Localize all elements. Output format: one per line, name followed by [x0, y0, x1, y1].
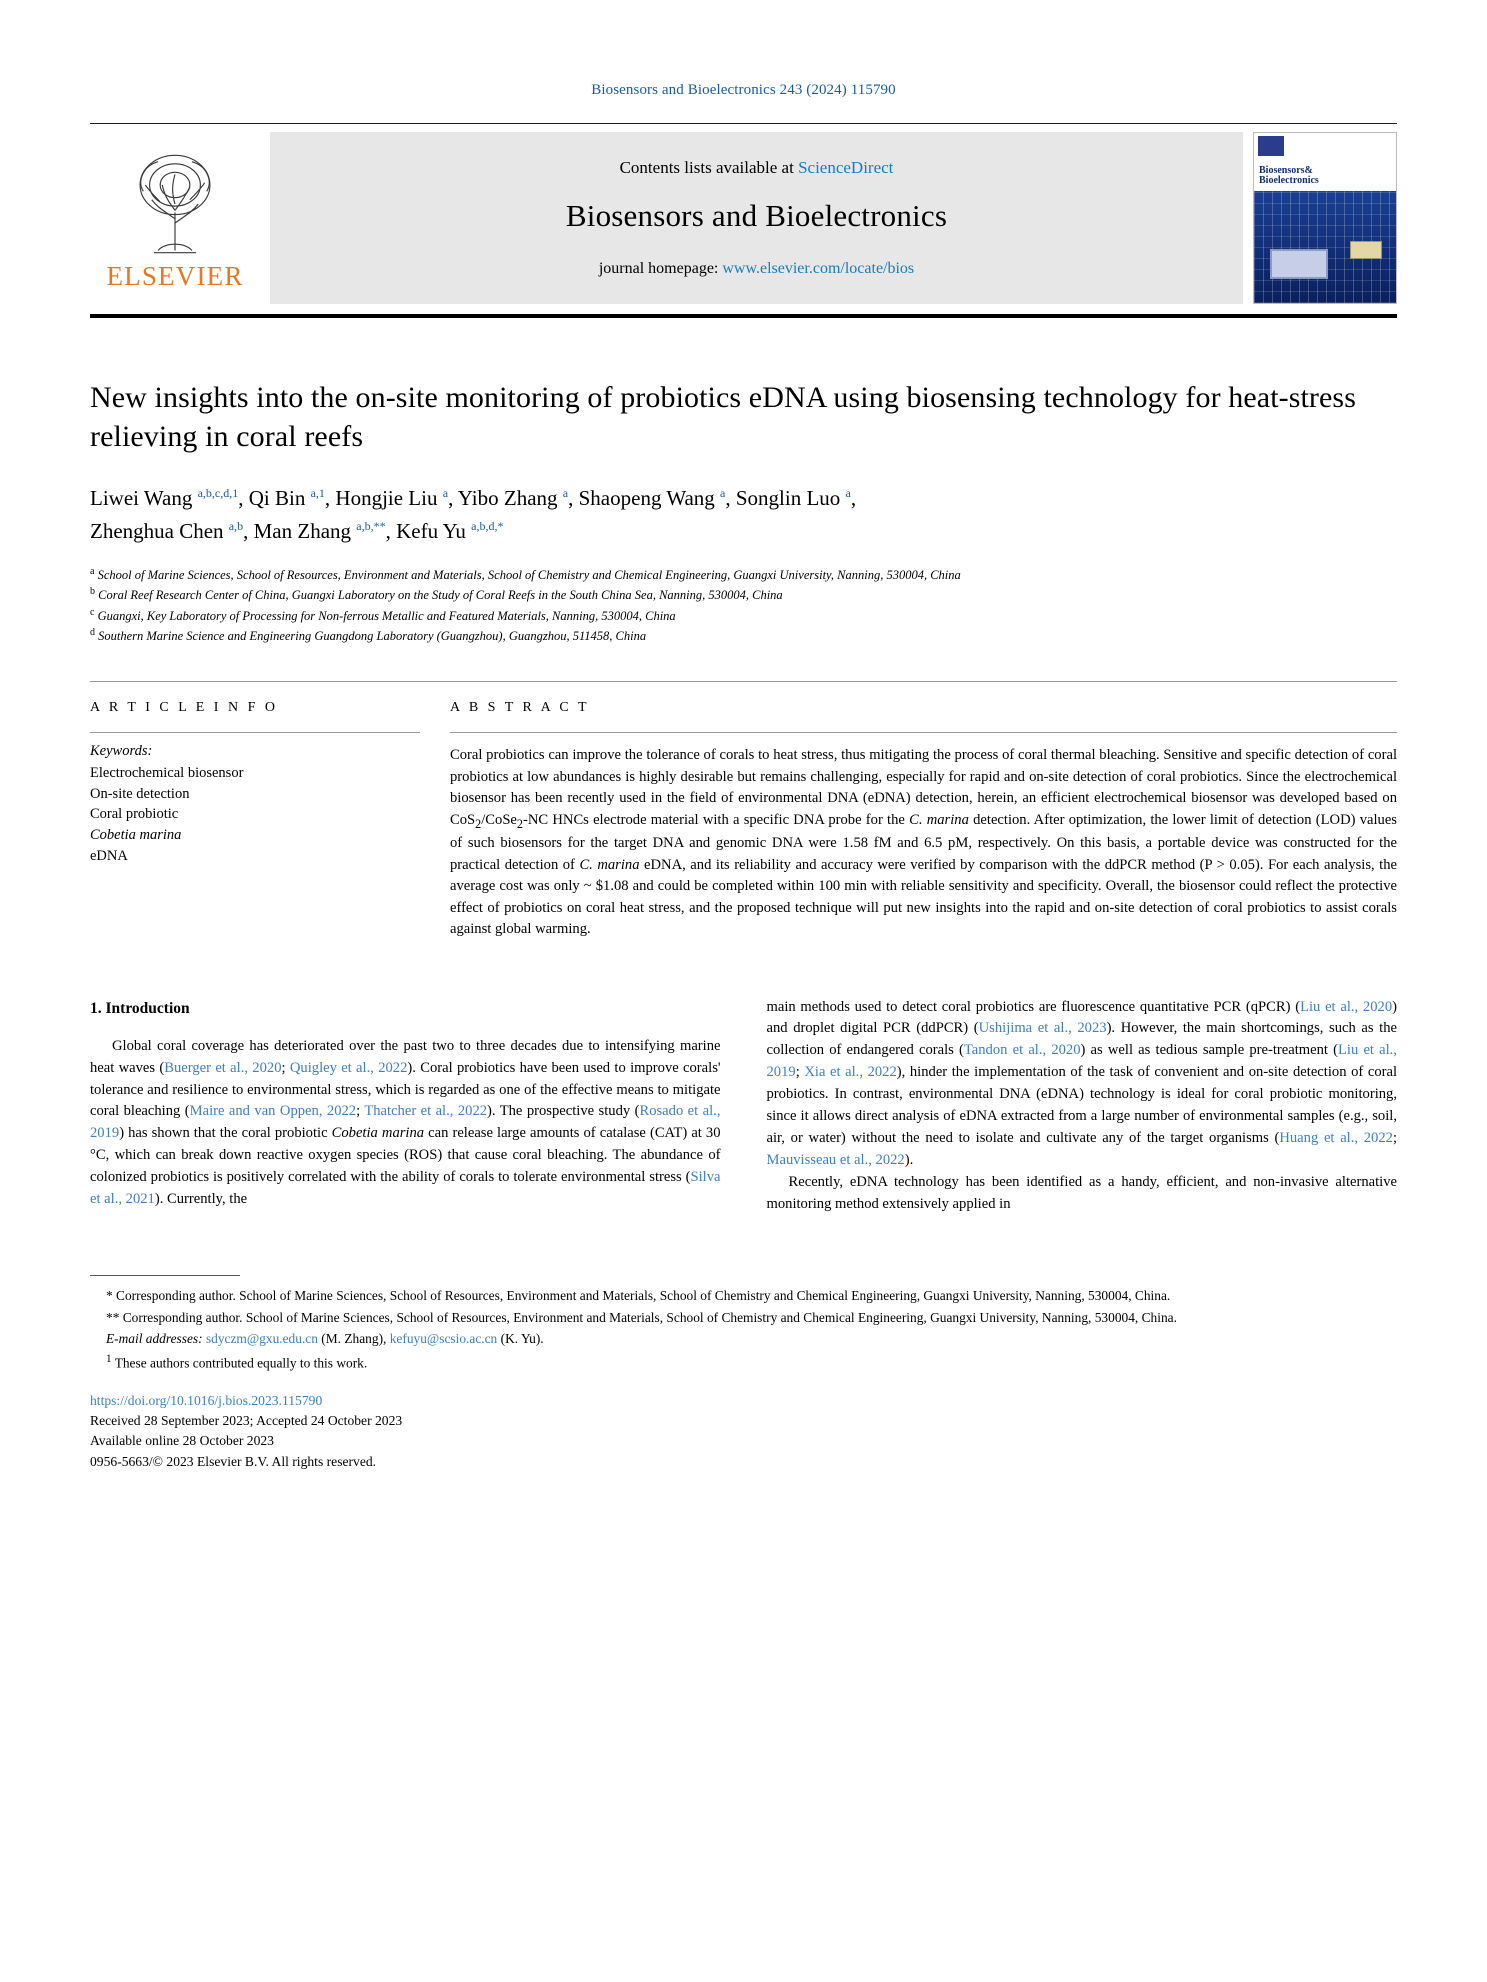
body-columns: [90, 997, 1397, 1216]
keyword-item: On-site detection: [90, 785, 190, 802]
journal-title: Biosensors and Bioelectronics: [565, 198, 948, 233]
affiliation-text: Guangxi, Key Laboratory of Processing for Non-ferrous Metallic and Featured Materials, Nanning, 530004, China: [97, 608, 676, 623]
affiliation-marker: c: [90, 606, 95, 618]
doi-link-row: [90, 1391, 1389, 1411]
author-name: Shaopeng Wang: [578, 486, 715, 510]
affiliation-list: [90, 565, 1397, 645]
doi-link[interactable]: https://doi.org/10.1016/j.bios.2023.115790: [90, 1392, 323, 1408]
author-name: Yibo Zhang: [457, 486, 558, 510]
keyword-item: eDNA: [90, 847, 128, 864]
elsevier-tree-icon: [121, 149, 229, 259]
footnotes-text: [90, 1286, 1389, 1372]
author-name: Hongjie Liu: [335, 486, 438, 510]
homepage-prefix: journal homepage:: [598, 260, 723, 277]
article-info-heading: A R T I C L E I N F O: [90, 700, 278, 716]
author-affil-marker: a,b,c,d,1: [197, 486, 239, 500]
elsevier-logo: [90, 124, 260, 314]
author-affil-marker: a: [720, 486, 726, 500]
email-link-1[interactable]: sdyczm@gxu.edu.cn: [205, 1331, 318, 1347]
abstract-column: [450, 700, 1397, 940]
abstract-text: Coral probiotics can improve the tolerance of corals to heat stress, thus mitigating the process of coral thermal bleaching. Sensitive and specific detection of coral probiotics at low abundances is highly desirable but remains challenging, especially for rapid and on-site detection of coral probiotics. Since the electrochemical biosensor has been recently used in the field of environmental DNA (eDNA) detection, herein, an efficient electrochemical biosensor was developed based on CoS$_2$/CoSe$_2$-NC HNCs electrode material with a specific DNA probe for the C. marina detection. After optimization, the lower limit of detection (LOD) values of such biosensors for the target DNA and genomic DNA were 1.58 fM and 6.5 pM, respectively. On this basis, a portable device was constructed for the practical detection of C. marina eDNA, and its reliability and accuracy were verified by comparison with the ddPCR method (P > 0.05). For each analysis, the average cost was only ~ $1.08 and could be completed within 100 min with reliable sensitivity and specificity. Overall, the biosensor could reflect the protective effect of probiotics on coral heat stress, and the proposed technique will put new insights into the rapid and on-site detection of coral probiotics to assist corals against global warming.: [450, 747, 1398, 938]
article-info-column: [90, 700, 450, 940]
affiliation-text: Coral Reef Research Center of China, Guangxi Laboratory on the Study of Coral Reefs in the South China Sea, Nanning, 530004, China: [98, 588, 783, 603]
keyword-item: Cobetia marina: [90, 826, 182, 843]
received-line: Received 28 September 2023; Accepted 24 October 2023: [90, 1413, 403, 1429]
email-addresses: [90, 1329, 1389, 1348]
keyword-item: Coral probiotic: [90, 806, 179, 823]
divider: [90, 732, 420, 733]
email-owner-1: (M. Zhang),: [321, 1331, 387, 1347]
author-name: Qi Bin: [248, 486, 306, 510]
cover-chip-secondary-icon: [1350, 241, 1382, 259]
section-heading: [90, 997, 721, 1020]
author-name: Kefu Yu: [396, 518, 466, 543]
cover-badge-icon: [1258, 136, 1284, 156]
email-link-2[interactable]: kefuyu@scsio.ac.cn: [389, 1331, 498, 1347]
email-label: E-mail addresses:: [106, 1331, 203, 1347]
author-affil-marker: a,b,**: [356, 518, 386, 533]
cover-circuit-art: [1254, 191, 1396, 303]
affiliation-marker: b: [90, 586, 95, 598]
keywords-label: Keywords:: [90, 743, 153, 760]
author-name: Liwei Wang: [90, 486, 193, 510]
journal-homepage-link[interactable]: www.elsevier.com/locate/bios: [722, 260, 915, 277]
paragraph: main methods used to detect coral probiotics are fluorescence quantitative PCR (qPCR) (Liu et al., 2020) and droplet digital PCR (ddPCR) (Ushijima et al., 2023). However, the main shortcomings, such as the collection of endangered corals (Tandon et al., 2020) as well as tedious sample pre-treatment (Liu et al., 2019; Xia et al., 2022), hinder the implementation of the task of convenient and on-site detection of coral probiotics. In contrast, environmental DNA (eDNA) technology is ideal for coral probiotic monitoring, since it allows direct analysis of eDNA extracted from a large number of environmental samples (e.g., soil, air, or water) without the need to isolate and cultivate any of the target organisms (Huang et al., 2022; Mauvisseau et al., 2022).: [766, 998, 1398, 1168]
affiliation-item: [90, 565, 1397, 584]
footnotes-block: [90, 1275, 1177, 1472]
author-affil-marker: a,b,d,*: [471, 518, 504, 533]
cover-chip-icon: [1270, 249, 1328, 279]
paragraph: Global coral coverage has deteriorated over the past two to three decades due to intensifying marine heat waves (Buerger et al., 2020; Quigley et al., 2022). Coral probiotics have been used to improve corals' tolerance and resilience to environmental stress, which is regarded as one of the effective means to mitigate coral bleaching (Maire and van Oppen, 2022; Thatcher et al., 2022). The prospective study (Rosado et al., 2019) has shown that the coral probiotic Cobetia marina can release large amounts of catalase (CAT) at 30 °C, which can break down reactive oxygen species (ROS) that cause coral bleaching. The abundance of colonized probiotics is positively correlated with the ability of corals to tolerate environmental stress (Silva et al., 2021). Currently, the: [90, 1037, 721, 1207]
section-number: 1.: [90, 999, 102, 1017]
author-affil-marker: a: [845, 486, 851, 500]
footnote-divider: [90, 1275, 240, 1276]
divider: [450, 732, 1397, 733]
author-name: Man Zhang: [253, 518, 352, 543]
doi-block: [90, 1391, 1389, 1473]
body-column-left: [90, 997, 721, 1216]
section-title: Introduction: [105, 999, 190, 1017]
email-owner-2: (K. Yu).: [500, 1331, 544, 1347]
abstract-heading: A B S T R A C T: [450, 700, 590, 716]
author-affil-marker: a: [442, 486, 449, 500]
journal-cover-thumbnail: [1253, 132, 1397, 304]
cover-top: [1254, 133, 1396, 191]
equal-contribution-marker: 1: [106, 1352, 112, 1365]
corresponding-author-note-2: ** Corresponding author. School of Marine Sciences, School of Resources, Environment and Materials, School of Chemistry and Chemical Engineering, Guangxi University, Nanning, 530004, China.: [106, 1309, 1177, 1325]
homepage-line: [599, 260, 914, 278]
equal-contribution-text: These authors contributed equally to this work.: [114, 1355, 368, 1371]
author-name: Zhenghua Chen: [90, 518, 224, 543]
affiliation-marker: a: [90, 566, 95, 578]
affiliation-item: [90, 585, 1397, 604]
author-affil-marker: a,b: [228, 518, 244, 533]
masthead-center: [270, 132, 1243, 304]
author-list: Liwei Wang $^{a,b,c,d,1}$, Qi Bin $^{a,1}$, Hongjie Liu $^a$, Yibo Zhang $^a$, Shaopeng Wang $^a$, Songlin Luo $^a$, Zhenghua Chen $^{a,b}$, Man Zhang $^{a,b,**}$, Kefu Yu $^{a,b,d,*}$: [90, 486, 857, 543]
affiliation-item: [90, 626, 1397, 645]
copyright-line: 0956-5663/© 2023 Elsevier B.V. All rights reserved.: [90, 1453, 377, 1469]
author-name: Songlin Luo: [735, 486, 841, 510]
body-column-right: [767, 997, 1398, 1216]
sciencedirect-link[interactable]: ScienceDirect: [798, 158, 894, 177]
elsevier-wordmark: ELSEVIER: [106, 260, 244, 291]
contents-line: [620, 158, 894, 178]
info-abstract-block: [90, 681, 1397, 940]
affiliation-text: School of Marine Sciences, School of Resources, Environment and Materials, School of Chemistry and Chemical Engineering, Guangxi University, Nanning, 530004, China: [97, 568, 961, 583]
journal-masthead: [90, 123, 1397, 318]
available-online-line: Available online 28 October 2023: [90, 1433, 274, 1449]
keyword-item: Electrochemical biosensor: [90, 765, 244, 782]
running-head: Biosensors and Bioelectronics 243 (2024) 115790: [591, 82, 896, 98]
page-title: New insights into the on-site monitoring of probiotics eDNA using biosensing technology for heat-stress relieving in coral reefs: [90, 381, 1356, 453]
cover-journal-name: Biosensors& Bioelectronics: [1259, 164, 1319, 187]
contents-prefix: Contents lists available at: [619, 158, 799, 177]
paragraph: Recently, eDNA technology has been identified as a handy, efficient, and non-invasive alternative monitoring method extensively applied in: [766, 1173, 1397, 1212]
author-affil-marker: a: [562, 486, 569, 500]
affiliation-text: Southern Marine Science and Engineering Guangdong Laboratory (Guangzhou), Guangzhou, 511458, China: [98, 629, 647, 644]
affiliation-marker: d: [90, 626, 95, 638]
equal-contribution-note: [90, 1351, 1389, 1373]
corresponding-author-note: * Corresponding author. School of Marine Sciences, School of Resources, Environment and Materials, School of Chemistry and Chemical Engineering, Guangxi University, Nanning, 530004, China.: [106, 1288, 1171, 1304]
author-affil-marker: a,1: [310, 486, 325, 500]
affiliation-item: [90, 606, 1397, 625]
